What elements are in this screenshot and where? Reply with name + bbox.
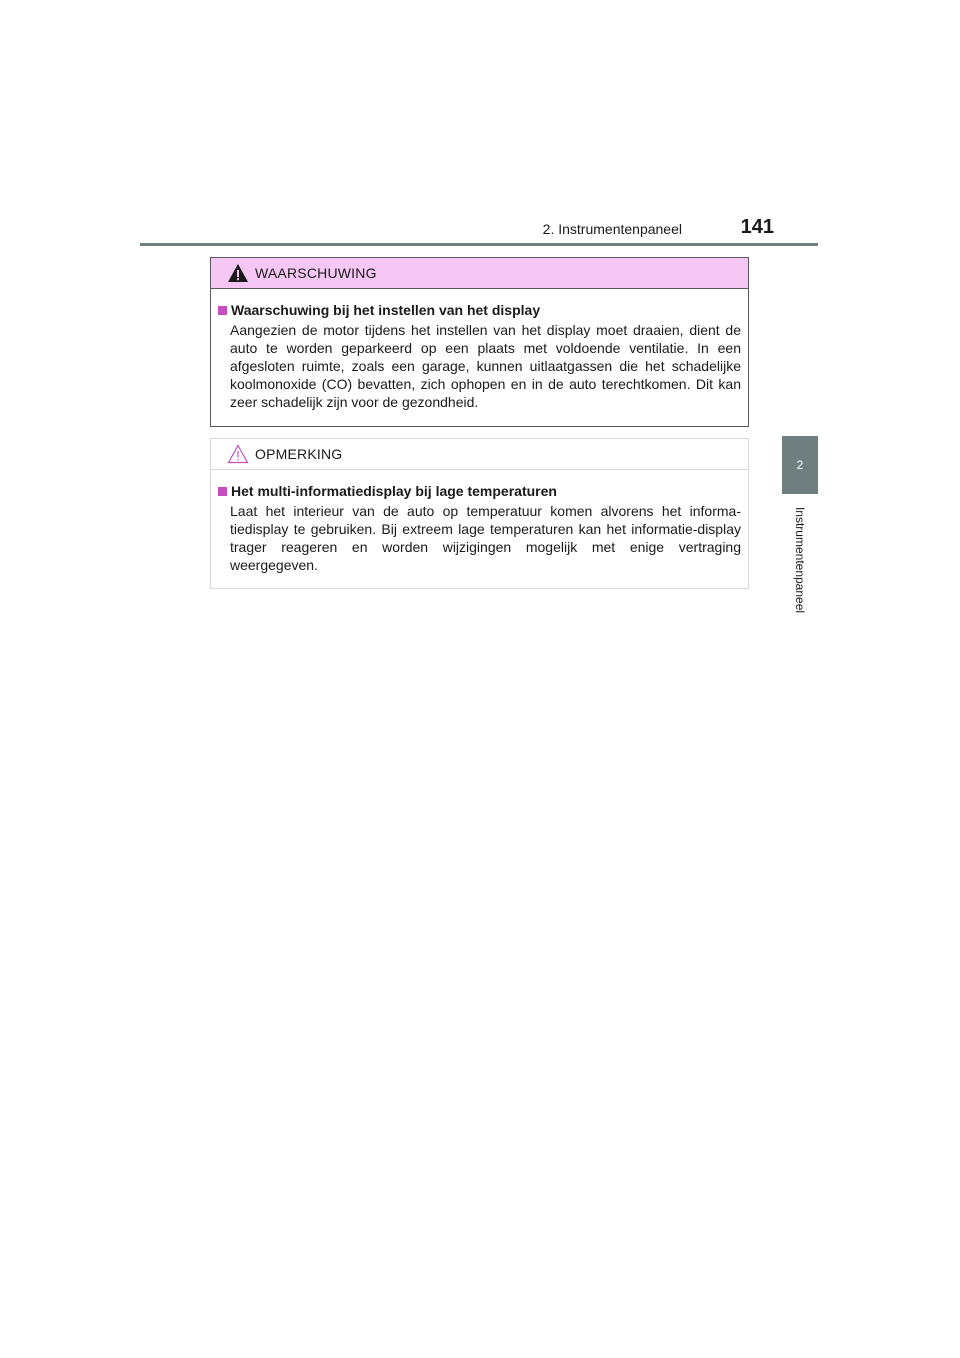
warning-box bbox=[210, 257, 749, 427]
bullet-square-icon bbox=[218, 487, 227, 496]
warning-triangle-filled-icon bbox=[227, 263, 249, 283]
page-number: 141 bbox=[740, 216, 774, 238]
warning-item-title bbox=[218, 301, 741, 320]
chapter-number: 2 bbox=[796, 458, 804, 472]
warning-heading: WAARSCHUWING bbox=[255, 265, 377, 281]
note-heading: OPMERKING bbox=[255, 446, 343, 462]
bullet-square-icon bbox=[218, 306, 227, 315]
warning-body bbox=[211, 289, 748, 411]
note-body bbox=[211, 470, 748, 574]
note-header bbox=[211, 439, 748, 470]
chapter-tab bbox=[782, 436, 818, 494]
chapter-label: Instrumentenpaneel bbox=[793, 506, 807, 614]
note-item-text: Laat het interieur van de auto op temperatuur komen alvorens het informa-tiedisplay te gebruiken. Bij extreem lage temperaturen kan het informatie-display trager reageren en worden wijzigingen mogelijk met enige vertraging weergegeven. bbox=[230, 503, 741, 573]
note-title-text: Het multi-informatiedisplay bij lage temperaturen bbox=[231, 483, 557, 499]
section-title: 2. Instrumentenpaneel bbox=[542, 221, 682, 237]
note-box bbox=[210, 438, 749, 589]
warning-item-text: Aangezien de motor tijdens het instellen van het display moet draaien, dient de auto te worden geparkeerd op een plaats met voldoende ventilatie. In een afgesloten ruimte, zoals een garage, kunnen uitlaatgassen die het schadelijke koolmonoxide (CO) bevatten, zich ophopen en in de auto terechtkomen. Dit kan zeer schadelijk zijn voor de gezondheid. bbox=[230, 322, 741, 410]
page-header bbox=[140, 214, 818, 246]
warning-title-text: Waarschuwing bij het instellen van het display bbox=[231, 302, 541, 318]
header-rule bbox=[140, 243, 818, 246]
caution-triangle-outline-icon bbox=[227, 444, 249, 464]
note-item-title bbox=[218, 482, 741, 501]
warning-header bbox=[211, 258, 748, 289]
